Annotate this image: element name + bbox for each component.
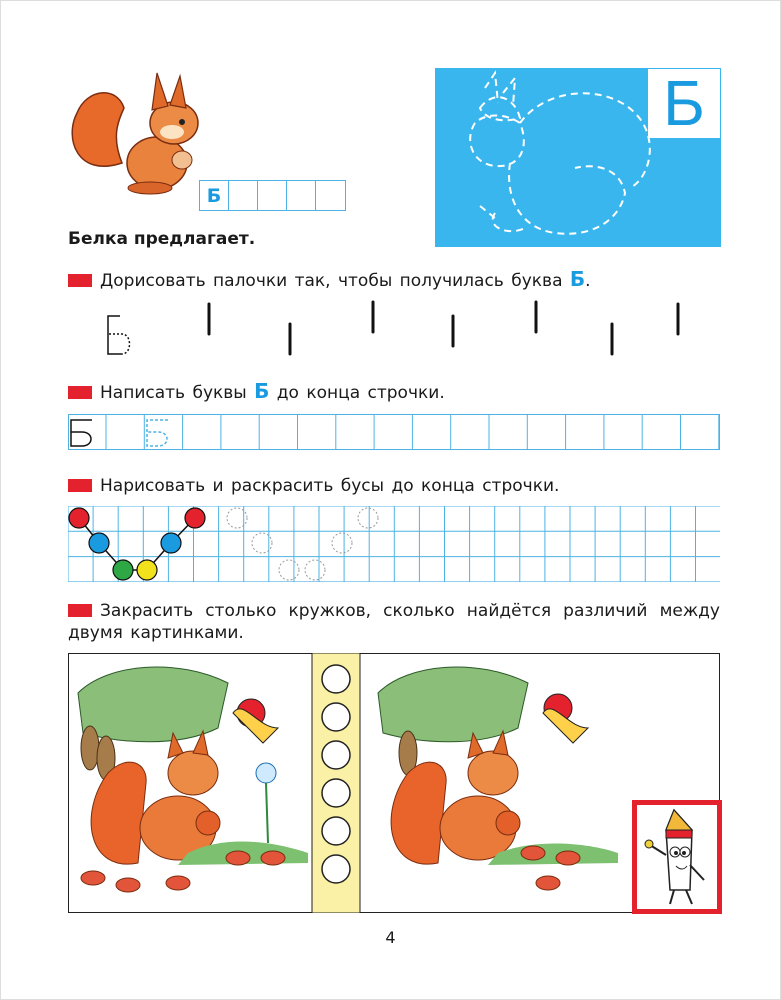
page-number: 4 [385, 928, 396, 947]
task-4: Закрасить столько кружков, сколько найдётся различий между двумя картинками. [68, 601, 720, 643]
task-title: Белка предлагает. [68, 229, 256, 249]
bead [185, 508, 205, 528]
task-bullet [68, 479, 92, 492]
bead [69, 508, 89, 528]
letter-grid [199, 180, 346, 211]
answer-circle[interactable] [322, 817, 350, 845]
task-bullet [68, 386, 92, 399]
answer-circle[interactable] [322, 855, 350, 883]
squirrel-illustration [62, 68, 212, 198]
pencil-mascot [632, 800, 722, 914]
task-bullet [68, 604, 92, 617]
grid-letter: Б [206, 184, 222, 207]
stick-lines [209, 302, 678, 354]
answer-circle[interactable] [322, 779, 350, 807]
letter-writing-row [68, 414, 720, 450]
task-3: Нарисовать и раскрасить бусы до конца строчки. [68, 475, 559, 497]
bead [161, 533, 181, 553]
task-2: Написать буквы Б до конца строчки. [68, 380, 445, 404]
task-letter: Б [569, 267, 586, 291]
bead [113, 560, 133, 580]
dotted-letter-b [147, 420, 168, 446]
dotted-beads [227, 508, 378, 580]
answer-circle[interactable] [322, 703, 350, 731]
beads [69, 508, 205, 580]
answer-circle[interactable] [322, 665, 350, 693]
beads-grid [68, 506, 720, 582]
difference-pictures [68, 653, 720, 913]
task-bullet [68, 274, 92, 287]
stick-exercise [96, 296, 696, 362]
bead [137, 560, 157, 580]
sample-letter-b [71, 420, 92, 446]
dotted-b-sample [108, 316, 130, 354]
task-1: Дорисовать палочки так, чтобы получилась буква Б. [68, 268, 591, 292]
answer-circle[interactable] [322, 741, 350, 769]
letter-box: Б [648, 69, 720, 138]
bead [89, 533, 109, 553]
writing-grid-lines [106, 414, 719, 450]
task-letter: Б [254, 379, 270, 403]
